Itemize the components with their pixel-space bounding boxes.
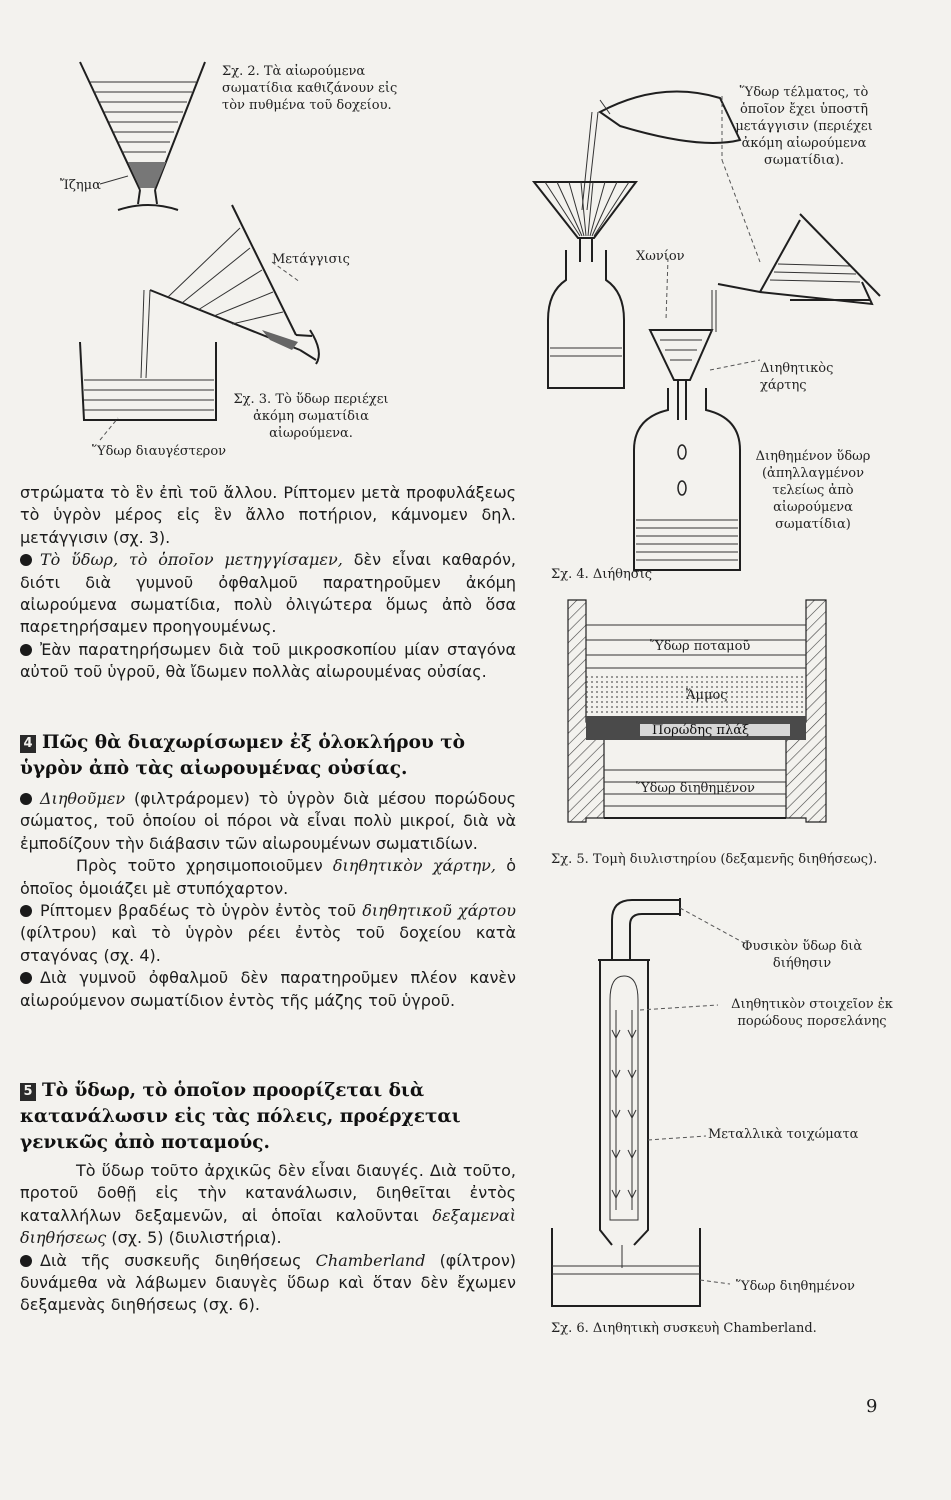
fig6-label-metal-walls: Μεταλλικὰ τοιχώματα xyxy=(708,1127,859,1142)
fig4-label-funnel: Χωνίον xyxy=(636,249,685,264)
fig3-caption: Σχ. 3. Τὸ ὕδωρ περιέχει ἀκόμη σωματίδια αἰωρούμενα. xyxy=(233,392,389,441)
paragraph-9: Διὰ τῆς συσκευῆς διηθήσεως Chamberland (φίλτρον) δυνάμεθα νὰ λάβωμεν διαυγὲς ὕδωρ καὶ ὅταν δὲν ἔχωμεν δεξαμενὰς διηθήσεως (σχ. 6). xyxy=(20,1250,517,1315)
paragraph-2: Τὸ ὕδωρ, τὸ ὁποῖον μετηγγίσαμεν, δὲν εἶναι καθαρόν, διότι διὰ γυμνοῦ ὀφθαλμοῦ παρατηροῦμεν ἀκόμη αἰωρούμενα σωματίδια, πολὺ ὀλιγώτερα ὅμως ἀπὸ ὅσα παρετηρήσαμεν προηγουμένως. xyxy=(20,550,517,637)
paragraph-1: στρώματα τὸ ἓν ἐπὶ τοῦ ἄλλου. Ρίπτομεν μετὰ προφυλάξεως τὸ ὑγρὸν μέρος εἰς ἓν ἄλλο ποτήριον, κάμνομεν δηλ. μετάγγισιν (σχ. 3). xyxy=(20,483,516,547)
paragraph-5: Πρὸς τοῦτο χρησιμοποιοῦμεν διηθητικὸν χάρτην, ὁ ὁποῖος ὁμοιάζει μὲ στυπόχαρτον. xyxy=(20,856,517,898)
heading-section-5: 5 Τὸ ὕδωρ, τὸ ὁποῖον προορίζεται διὰ κατανάλωσιν εἰς τὰς πόλεις, προέρχεται γενικῶς ἀπὸ ποταμούς. xyxy=(20,1080,461,1153)
fig4-label-muddy-water: Ὕδωρ τέλματος, τὸ ὁποῖον ἔχει ὑποστῆ μετάγγισιν (περιέχει ἀκόμη αἰωρούμενα σωματίδια). xyxy=(735,85,873,168)
bullet-icon xyxy=(20,554,32,566)
bullet-icon xyxy=(20,793,32,805)
fig6-label-filter-element: Διηθητικὸν στοιχεῖον ἐκ πορώδους πορσελάνης xyxy=(731,997,893,1029)
fig2-label-sediment: Ἴζημα xyxy=(60,178,101,193)
paragraph-3: Ἐὰν παρατηρήσωμεν διὰ τοῦ μικροσκοπίου μίαν σταγόνα αὐτοῦ τοῦ ὑγροῦ, θὰ ἴδωμεν πολλὰς αἰωρουμένας οὐσίας. xyxy=(20,639,516,682)
fig5-label-filtered-water: Ὕδωρ διηθημένον xyxy=(636,781,755,796)
paragraph-8: Τὸ ὕδωρ τοῦτο ἀρχικῶς δὲν εἶναι διαυγές. Διὰ τοῦτο, προτοῦ δοθῇ εἰς τὴν κατανάλωσιν, διηθεῖται ἐντὸς καταλλήλων δεξαμενῶν, αἱ ὁποῖαι καλοῦνται δεξαμεναὶ διηθήσεως (σχ. 5) (διυλιστήρια). xyxy=(20,1161,516,1248)
fig5-label-porous-plate: Πορώδης πλάξ xyxy=(652,723,750,738)
bullet-icon xyxy=(20,644,32,656)
bullet-icon xyxy=(20,905,32,917)
fig6-label-filtered-water: Ὕδωρ διηθημένον xyxy=(736,1279,855,1294)
section-number-4: 4 xyxy=(20,735,36,753)
fig4-label-filtered-water: Διηθημένον ὕδωρ (ἀπηλλαγμένον τελείως ἀπὸ αἰωρούμενα σωματίδια) xyxy=(755,449,871,532)
fig5-label-sand: Ἄμμος xyxy=(686,688,728,703)
paragraph-6: Ρίπτομεν βραδέως τὸ ὑγρὸν ἐντὸς τοῦ διηθητικοῦ χάρτου (φίλτρου) καὶ τὸ ὑγρὸν ρέει ἐντὸς τοῦ δοχείου κατὰ σταγόνας (σχ. 4). xyxy=(20,901,516,965)
text-block-decanting xyxy=(20,482,516,684)
fig6-caption: Σχ. 6. Διηθητικὴ συσκευὴ Chamberland. xyxy=(551,1321,817,1336)
fig3-label-clearer-water: Ὕδωρ διαυγέστερον xyxy=(92,444,227,459)
text-block-filtering xyxy=(20,788,516,1012)
text-block-city-water xyxy=(20,1160,516,1317)
bullet-icon xyxy=(20,1255,32,1267)
fig4-label-filter-paper: Διηθητικὸς χάρτης xyxy=(760,361,834,393)
fig4-caption: Σχ. 4. Διήθησις xyxy=(551,567,653,582)
heading-section-4: 4 Πῶς θὰ διαχωρίσωμεν ἐξ ὁλοκλήρου τὸ ὑγρὸν ἀπὸ τὰς αἰωρουμένας οὐσίας. xyxy=(20,732,465,779)
paragraph-7: Διὰ γυμνοῦ ὀφθαλμοῦ δὲν παρατηροῦμεν πλέον κανὲν αἰωρούμενον σωματίδιον ἐντὸς τῆς μάζης τοῦ ὑγροῦ. xyxy=(20,968,516,1010)
bullet-icon xyxy=(20,972,32,984)
section-number-5: 5 xyxy=(20,1083,36,1101)
fig6-label-natural-water: Φυσικὸν ὕδωρ διὰ διήθησιν xyxy=(741,939,863,971)
page-number: 9 xyxy=(866,1396,878,1417)
fig5-caption: Σχ. 5. Τομὴ διυλιστηρίου (δεξαμενῆς διηθήσεως). xyxy=(551,852,878,867)
fig2-caption: Σχ. 2. Τὰ αἰωρούμενα σωματίδια καθιζάνουν εἰς τὸν πυθμένα τοῦ δοχείου. xyxy=(222,64,398,113)
fig3-label-decanting: Μετάγγισις xyxy=(272,252,350,267)
fig5-label-river-water: Ὕδωρ ποταμοῦ xyxy=(650,639,751,654)
paragraph-4: Διηθοῦμεν (φιλτράρομεν) τὸ ὑγρὸν διὰ μέσου πορώδους σώματος, τοῦ ὁποίου οἱ πόροι νὰ εἶναι πολὺ μικροί, διὰ νὰ ἐμποδίζουν τὴν διάβασιν τῶν αἰωρουμένων σωματιδίων. xyxy=(20,789,516,853)
